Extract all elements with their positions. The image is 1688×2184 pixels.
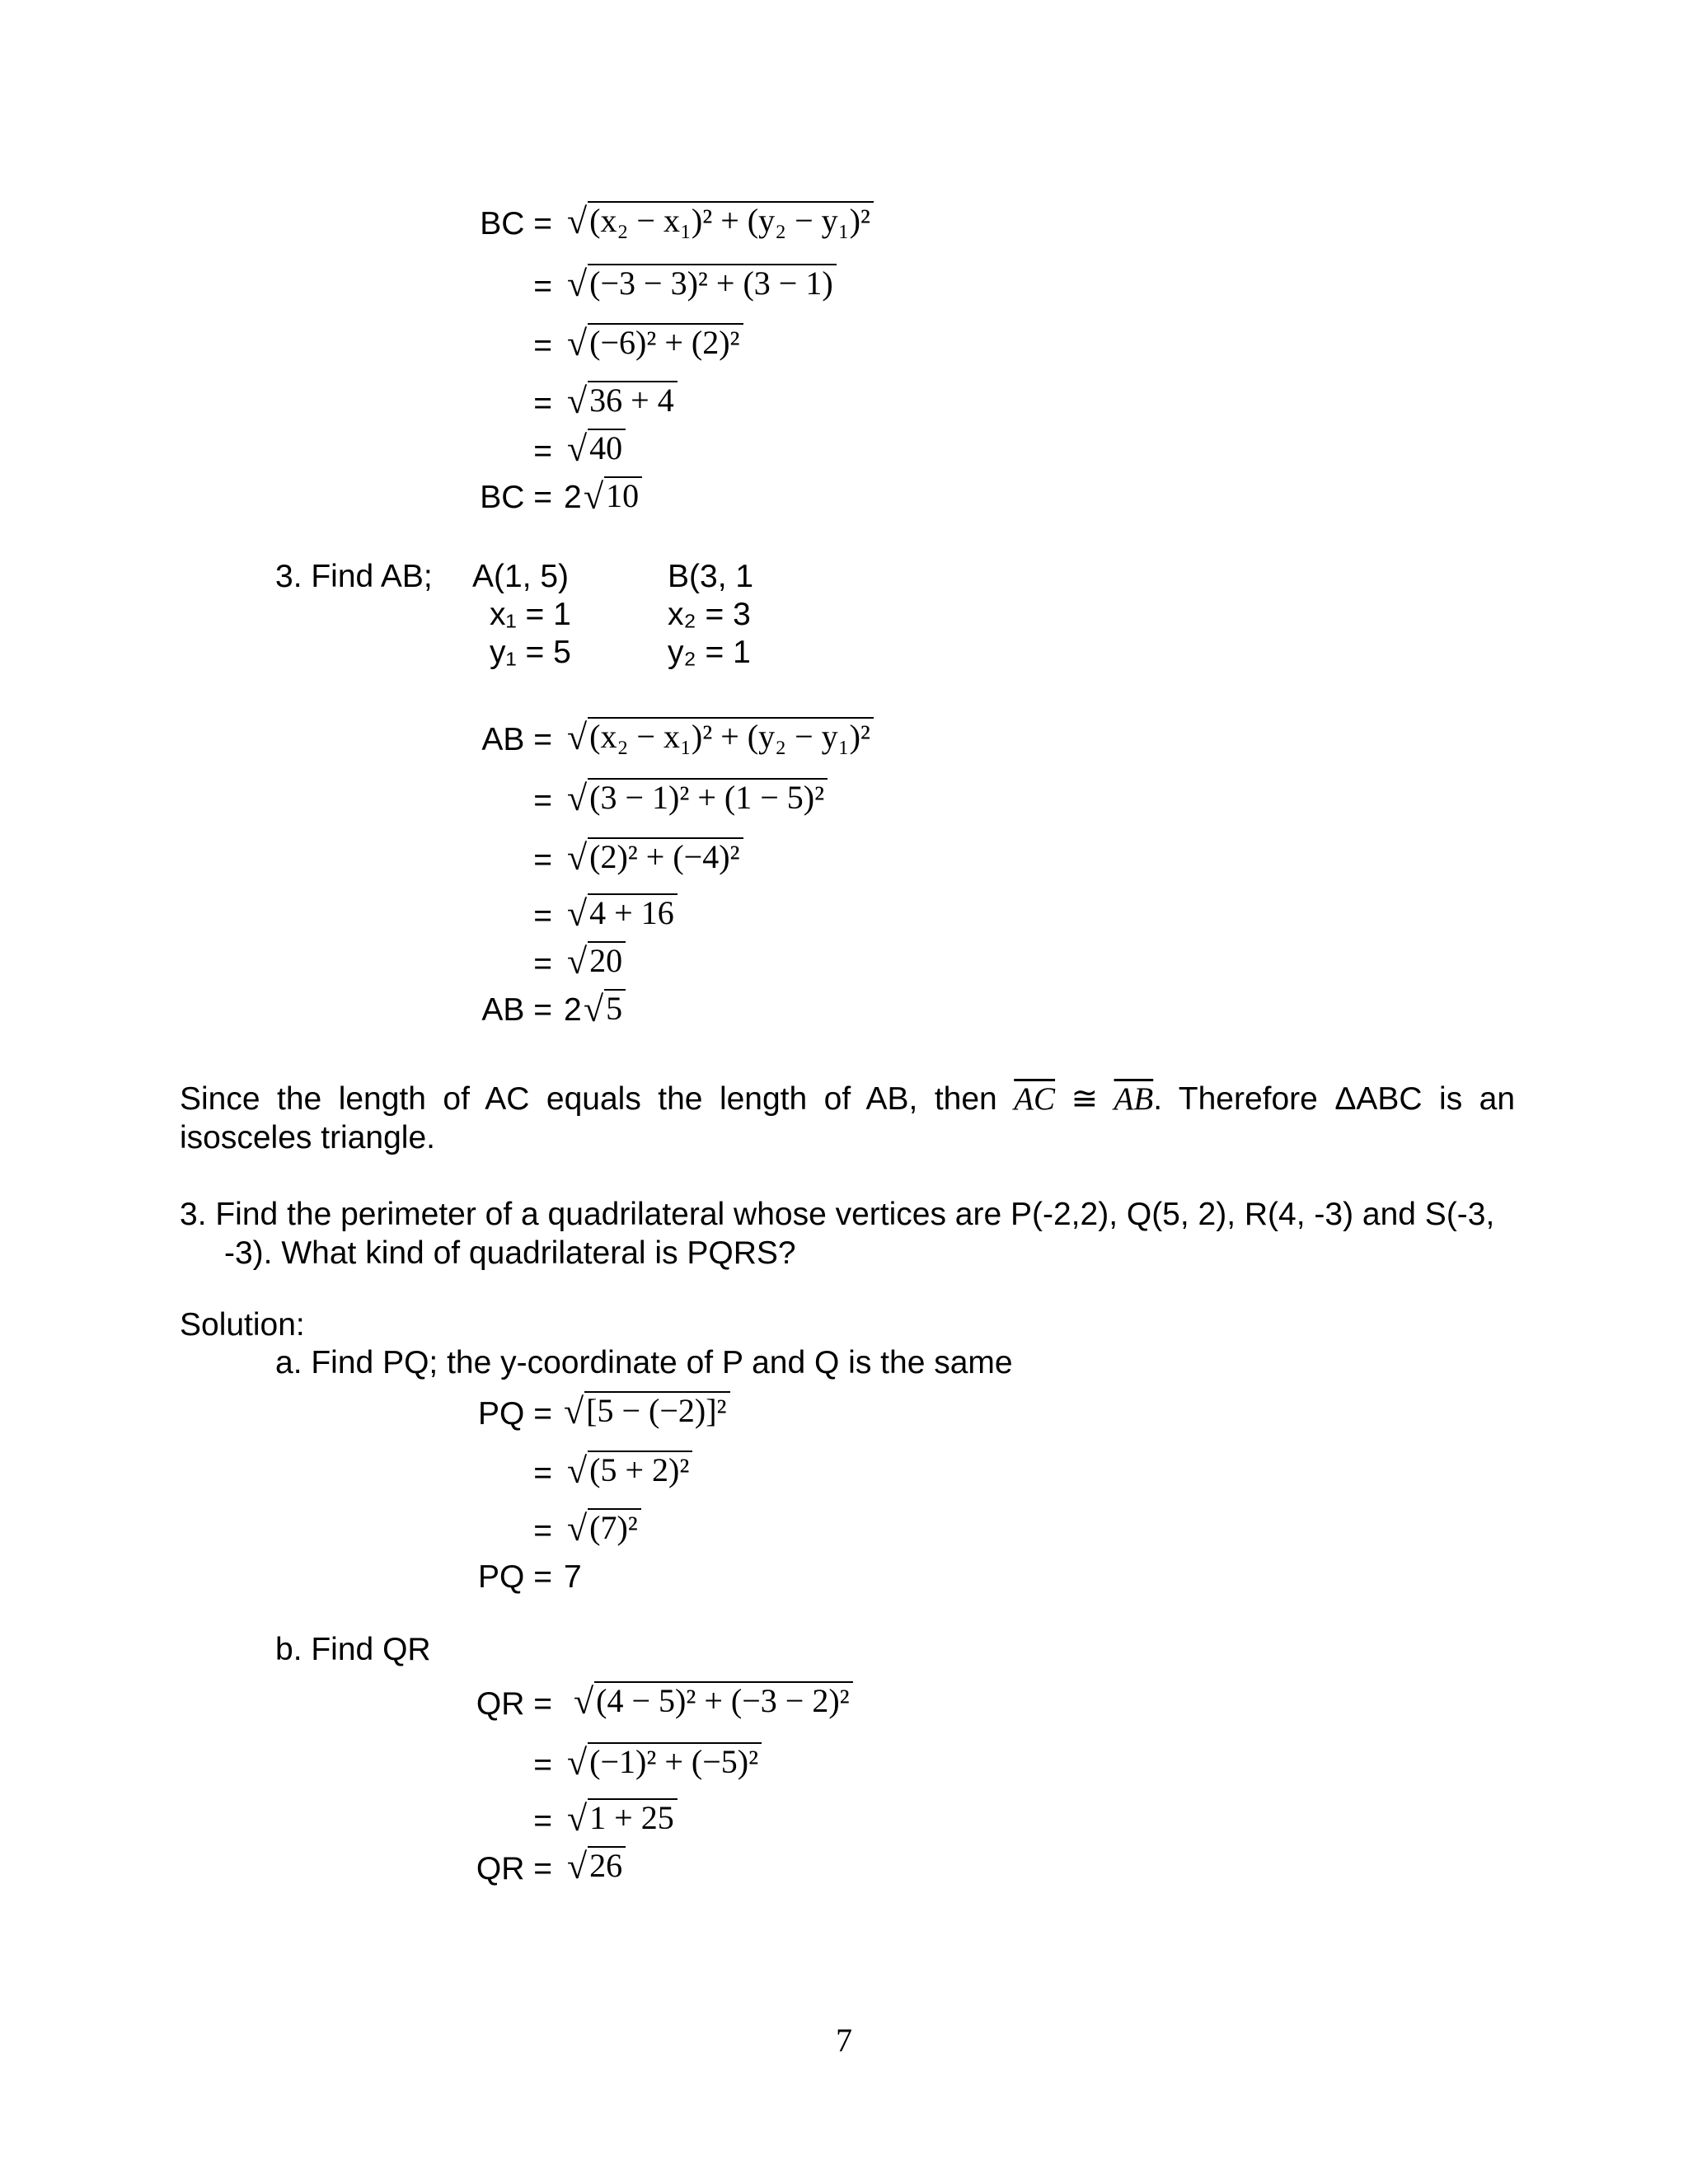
bc-line-1: √(x₂ − x₁)² + (y₂ − y₁)² bbox=[567, 201, 874, 240]
qr-line-2: √(−1)² + (−5)² bbox=[567, 1742, 762, 1781]
bc-line-5: √40 bbox=[567, 429, 626, 467]
point-a-x: x₁ = 1 bbox=[490, 597, 571, 632]
bc-eq-4: = bbox=[533, 386, 552, 421]
solution-label: Solution: bbox=[180, 1307, 305, 1343]
congruent-symbol: ≅ bbox=[1071, 1081, 1099, 1117]
ab-final-label: AB = bbox=[481, 992, 552, 1028]
problem-3: 3. Find the perimeter of a quadrilateral whose vertices are P(-2,2), Q(5, 2), R(4, -3) and S(-3, -3). What kind of quadrilateral is PQRS? bbox=[180, 1197, 1495, 1271]
bc-line-4: √36 + 4 bbox=[567, 381, 678, 419]
bc-eq-2: = bbox=[533, 269, 552, 304]
find-ab-heading: 3. Find AB; bbox=[275, 559, 433, 594]
ab-eq-4: = bbox=[533, 898, 552, 934]
ab-line-5: √20 bbox=[567, 941, 626, 980]
pq-label: PQ = bbox=[478, 1396, 552, 1432]
pq-eq-2: = bbox=[533, 1455, 552, 1491]
point-b-y: y₂ = 1 bbox=[668, 635, 751, 670]
bc-label: BC = bbox=[480, 206, 552, 241]
conclusion-paragraph: Since the length of AC equals the length of AB, then $\overline{AC}$ ≅ $\overline{AB}$. Therefore ΔABC is an isosceles triangle. bbox=[180, 1081, 1516, 1155]
ab-final-coef: 2 bbox=[564, 992, 582, 1028]
qr-line-3: √1 + 25 bbox=[567, 1798, 678, 1837]
ab-line-1: √(x₂ − x₁)² + (y₂ − y₁)² bbox=[567, 717, 874, 756]
segment-ac: $\overline{AC}$ bbox=[1014, 1081, 1056, 1117]
qr-final-radical: √26 bbox=[567, 1846, 626, 1885]
ab-eq-3: = bbox=[533, 842, 552, 878]
step-a-heading: a. Find PQ; the y-coordinate of P and Q is the same bbox=[275, 1345, 1013, 1380]
pq-line-3: √(7)² bbox=[567, 1508, 641, 1547]
bc-final-coef: 2 bbox=[564, 480, 582, 515]
qr-line-1: √(4 − 5)² + (−3 − 2)² bbox=[574, 1681, 853, 1720]
point-a: A(1, 5) bbox=[472, 559, 570, 594]
point-a-y: y₁ = 5 bbox=[490, 635, 571, 670]
bc-eq-5: = bbox=[533, 434, 552, 469]
ab-line-4: √4 + 16 bbox=[567, 893, 678, 932]
point-b: B(3, 1 bbox=[668, 559, 754, 594]
bc-final-label: BC = bbox=[480, 480, 552, 515]
bc-line-2: √(−3 − 3)² + (3 − 1) bbox=[567, 264, 837, 302]
pq-line-2: √(5 + 2)² bbox=[567, 1451, 692, 1489]
ab-label: AB = bbox=[481, 722, 552, 757]
ab-eq-5: = bbox=[533, 946, 552, 982]
bc-eq-3: = bbox=[533, 328, 552, 363]
point-b-x: x₂ = 3 bbox=[668, 597, 751, 632]
pq-final-label: PQ = bbox=[478, 1559, 552, 1595]
qr-eq-3: = bbox=[533, 1803, 552, 1839]
pq-line-1: √[5 − (−2)]² bbox=[564, 1391, 730, 1430]
qr-final-label: QR = bbox=[476, 1851, 552, 1886]
ab-line-3: √(2)² + (−4)² bbox=[567, 837, 743, 876]
ab-line-2: √(3 − 1)² + (1 − 5)² bbox=[567, 778, 828, 817]
pq-eq-3: = bbox=[533, 1513, 552, 1549]
qr-eq-2: = bbox=[533, 1747, 552, 1783]
pq-final-value: 7 bbox=[564, 1559, 582, 1595]
ab-eq-2: = bbox=[533, 783, 552, 818]
page-number: 7 bbox=[836, 2022, 852, 2059]
qr-label: QR = bbox=[476, 1686, 552, 1722]
step-b-heading: b. Find QR bbox=[275, 1632, 431, 1667]
segment-ab: $\overline{AB}$ bbox=[1114, 1081, 1154, 1117]
bc-line-3: √(−6)² + (2)² bbox=[567, 323, 743, 362]
ab-final-radical: √5 bbox=[584, 989, 626, 1028]
bc-final-radical: √10 bbox=[584, 476, 642, 515]
